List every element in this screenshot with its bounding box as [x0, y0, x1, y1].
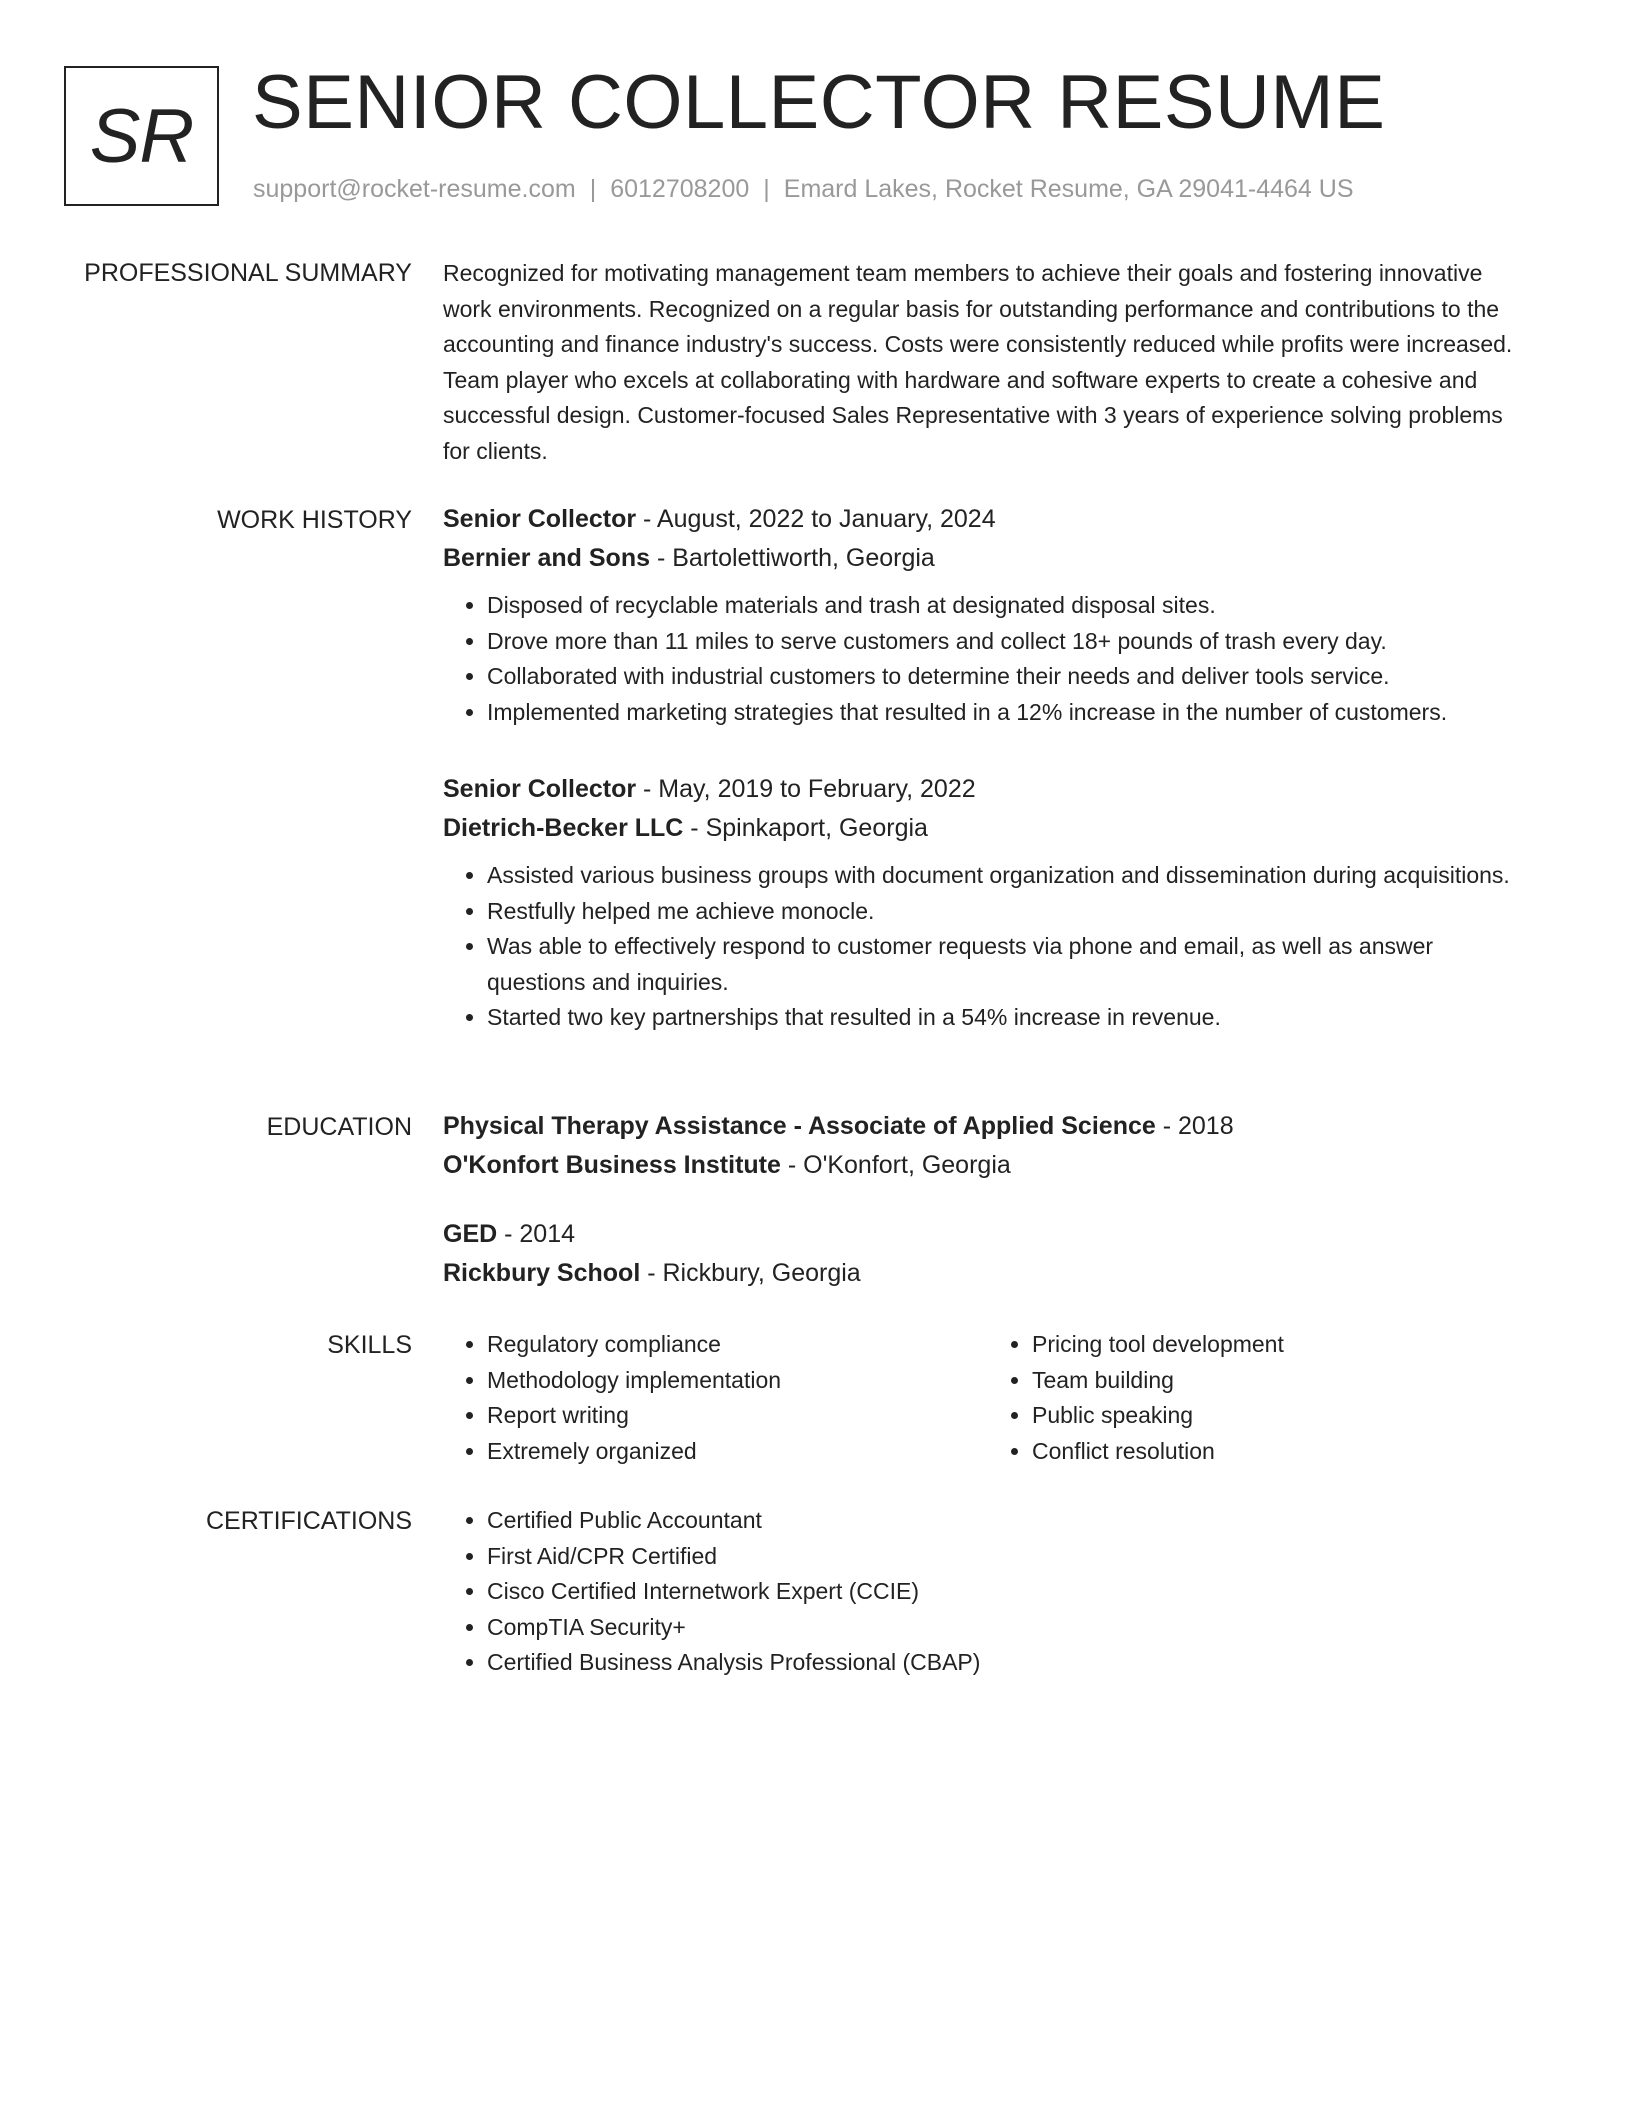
- certification-item: • First Aid/CPR Certified: [487, 1539, 1533, 1575]
- education-degree-line: [443, 1107, 1533, 1146]
- education-entry: [443, 1107, 1533, 1185]
- certification-item: • Certified Public Accountant: [487, 1503, 1533, 1539]
- education-year: - 2014: [497, 1220, 576, 1248]
- skills-list-left: [443, 1327, 988, 1469]
- skill-item: • Team building: [1032, 1363, 1533, 1399]
- job-bullet: • Drove more than 11 miles to serve customers and collect 18+ pounds of trash every day.: [487, 624, 1533, 660]
- section-label-work: WORK HISTORY: [217, 506, 412, 534]
- job-bullet: • Disposed of recyclable materials and trash at designated disposal sites.: [487, 588, 1533, 624]
- job-entry: [443, 500, 1533, 730]
- job-bullets: [443, 858, 1533, 1036]
- skills-grid: [443, 1327, 1533, 1469]
- job-company-line: [443, 539, 1533, 578]
- job-bullet: • Restfully helped me achieve monocle.: [487, 894, 1533, 930]
- contact-phone: 6012708200: [610, 175, 750, 203]
- skills-list-right: [988, 1327, 1533, 1469]
- job-title: Senior Collector: [443, 505, 637, 533]
- job-bullet: • Started two key partnerships that resulted in a 54% increase in revenue.: [487, 1000, 1533, 1036]
- section-skills: [443, 1327, 1533, 1469]
- job-bullet: • Collaborated with industrial customers to determine their needs and deliver tools service.: [487, 659, 1533, 695]
- section-certifications: [443, 1503, 1533, 1681]
- education-degree-line: [443, 1215, 1533, 1254]
- job-company: Bernier and Sons: [443, 544, 650, 572]
- job-title: Senior Collector: [443, 775, 637, 803]
- section-label-skills: SKILLS: [327, 1331, 412, 1359]
- education-entry: [443, 1215, 1533, 1293]
- job-entry: [443, 770, 1533, 1036]
- skill-item: • Regulatory compliance: [487, 1327, 988, 1363]
- skill-item: • Methodology implementation: [487, 1363, 988, 1399]
- contact-address: Emard Lakes, Rocket Resume, GA 29041-4464 US: [783, 175, 1354, 203]
- contact-separator: |: [763, 175, 770, 203]
- skill-item: • Extremely organized: [487, 1434, 988, 1470]
- contact-separator: |: [589, 175, 597, 203]
- education-location: - O'Konfort, Georgia: [780, 1151, 1011, 1179]
- education-degree: GED: [443, 1220, 498, 1248]
- skill-item: • Pricing tool development: [1032, 1327, 1533, 1363]
- monogram-initials: SR: [89, 93, 194, 179]
- job-title-line: [443, 770, 1533, 809]
- job-location: - Bartolettiworth, Georgia: [650, 544, 935, 572]
- job-bullet: • Implemented marketing strategies that resulted in a 12% increase in the number of customers.: [487, 695, 1533, 731]
- section-label-certifications: CERTIFICATIONS: [205, 1507, 412, 1535]
- education-school: Rickbury School: [443, 1259, 641, 1287]
- education-year: - 2018: [1155, 1112, 1234, 1140]
- certification-item: • CompTIA Security+: [487, 1610, 1533, 1646]
- certification-item: • Cisco Certified Internetwork Expert (CCIE): [487, 1574, 1533, 1610]
- job-dates: - May, 2019 to February, 2022: [636, 775, 976, 803]
- job-bullet: • Was able to effectively respond to customer requests via phone and email, as well as answer questions and inquiries.: [487, 929, 1533, 1000]
- skill-item: • Conflict resolution: [1032, 1434, 1533, 1470]
- education-degree: Physical Therapy Assistance - Associate of Applied Science: [443, 1112, 1156, 1140]
- job-location: - Spinkaport, Georgia: [683, 814, 928, 842]
- section-label-summary: PROFESSIONAL SUMMARY: [84, 259, 412, 287]
- education-school-line: [443, 1254, 1533, 1293]
- certifications-list: [443, 1503, 1533, 1681]
- job-dates: - August, 2022 to January, 2024: [636, 505, 996, 533]
- summary-text: Recognized for motivating management team members to achieve their goals and fostering innovative work environments. Recognized on a regular basis for outstanding performance and contributions to the accounting and finance industry's success. Costs were consistently reduced while profits were increased. Team player who excels at collaborating with hardware and software experts to create a cohesive and successful design. Customer-focused Sales Representative with 3 years of experience solving problems for clients.: [443, 260, 1513, 464]
- section-education: [443, 1107, 1533, 1323]
- job-bullet: • Assisted various business groups with document organization and dissemination during acquisitions.: [487, 858, 1533, 894]
- section-summary: [443, 256, 1533, 469]
- contact-line: [253, 172, 1354, 206]
- job-company: Dietrich-Becker LLC: [443, 814, 684, 842]
- section-work-history: [443, 500, 1533, 1076]
- education-school: O'Konfort Business Institute: [443, 1151, 781, 1179]
- resume-title: SENIOR COLLECTOR RESUME: [252, 60, 1386, 145]
- job-company-line: [443, 809, 1533, 848]
- contact-email: support@rocket-resume.com: [253, 175, 576, 203]
- job-bullets: [443, 588, 1533, 730]
- certification-item: • Certified Business Analysis Professional (CBAP): [487, 1645, 1533, 1681]
- education-school-line: [443, 1146, 1533, 1185]
- section-label-education: EDUCATION: [266, 1113, 412, 1141]
- skill-item: • Report writing: [487, 1398, 988, 1434]
- job-title-line: [443, 500, 1533, 539]
- monogram-box: [64, 66, 219, 206]
- education-location: - Rickbury, Georgia: [640, 1259, 861, 1287]
- skill-item: • Public speaking: [1032, 1398, 1533, 1434]
